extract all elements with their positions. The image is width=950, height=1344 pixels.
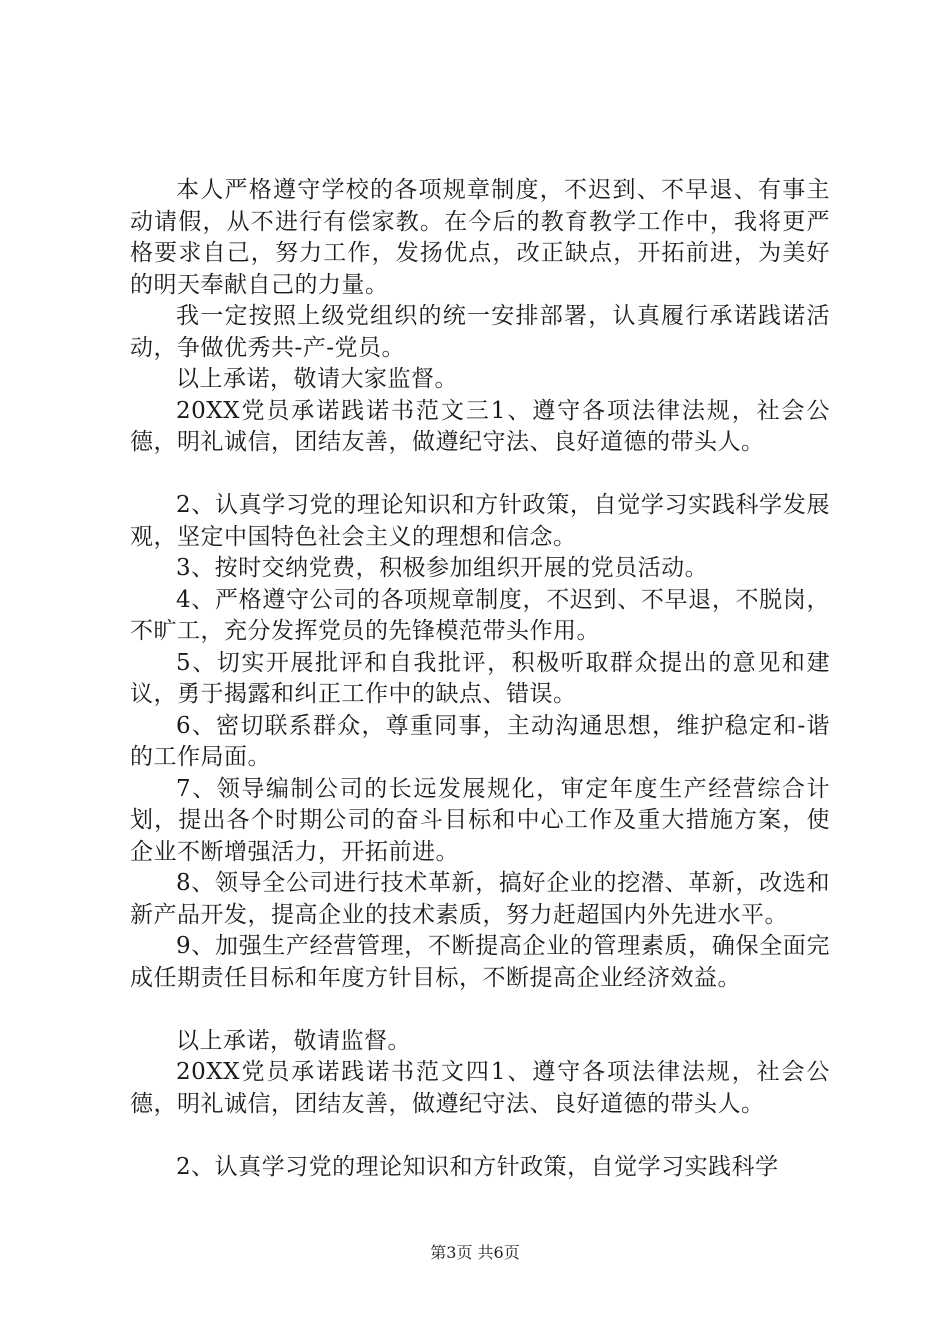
paragraph-sample-three-item-3: 3、按时交纳党费，积极参加组织开展的党员活动。 — [176, 555, 709, 581]
page-number-footer: 第3页 共6页 — [430, 1243, 520, 1262]
paragraph-sample-three-item-4: 4、严格遵守公司的各项规章制度，不迟到、不早退，不脱岗，不旷工，充分发挥党员的先锋模范带头作用。 — [130, 586, 830, 644]
paragraph-supervision-request: 以上承诺，敬请大家监督。 — [176, 366, 458, 392]
paragraph-sample-three-item-1: 20XX党员承诺践诺书范文三1、遵守各项法律法规，社会公德，明礼诚信，团结友善，做遵纪守法、良好道德的带头人。 — [130, 397, 830, 455]
paragraph-sample-three-item-7: 7、领导编制公司的长远发展规化，审定年度生产经营综合计划，提出各个时期公司的奋斗目标和中心工作及重大措施方案，使企业不断增强活力，开拓前进。 — [130, 775, 830, 865]
paragraph-supervision-request-2: 以上承诺，敬请监督。 — [176, 1027, 411, 1054]
paragraph-sample-four-item-1: 20XX党员承诺践诺书范文四1、遵守各项法律法规，社会公德，明礼诚信，团结友善，做遵纪守法、良好道德的带头人。 — [130, 1059, 830, 1117]
paragraph-sample-three-item-2: 2、认真学习党的理论知识和方针政策，自觉学习实践科学发展观，坚定中国特色社会主义的理想和信念。 — [130, 492, 830, 550]
paragraph-sample-three-item-5: 5、切实开展批评和自我批评，积极听取群众提出的意见和建议，勇于揭露和纠正工作中的缺点、错误。 — [130, 649, 830, 707]
paragraph-party-arrangement: 我一定按照上级党组织的统一安排部署，认真履行承诺践诺活动，争做优秀共-产-党员。 — [130, 303, 830, 361]
document-body — [130, 175, 830, 1183]
paragraph-sample-four-item-2: 2、认真学习党的理论知识和方针政策，自觉学习实践科学 — [176, 1153, 779, 1180]
paragraph-sample-three-item-6: 6、密切联系群众，尊重同事，主动沟通思想，维护稳定和-谐的工作局面。 — [130, 712, 830, 770]
paragraph-sample-three-item-8: 8、领导全公司进行技术革新，搞好企业的挖潜、革新，改选和新产品开发，提高企业的技术素质，努力赶超国内外先进水平。 — [130, 870, 830, 928]
paragraph-teacher-pledge: 本人严格遵守学校的各项规章制度，不迟到、不早退、有事主动请假，从不进行有偿家教。在今后的教育教学工作中，我将更严格要求自己，努力工作，发扬优点，改正缺点，开拓前进，为美好的明天奉献自己的力量。 — [130, 177, 830, 298]
paragraph-sample-three-item-9: 9、加强生产经营管理，不断提高企业的管理素质，确保全面完成任期责任目标和年度方针目标，不断提高企业经济效益。 — [130, 933, 830, 991]
